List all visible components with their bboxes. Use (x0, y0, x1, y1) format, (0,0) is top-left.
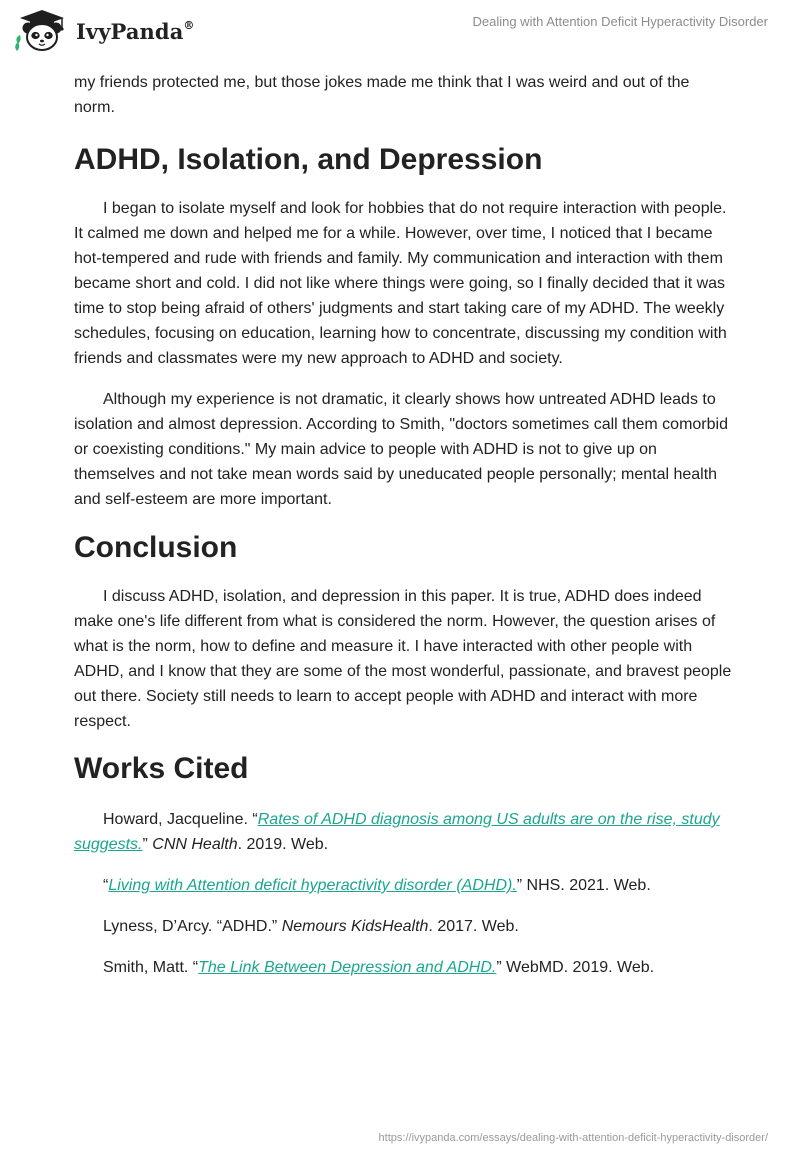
citation-text: “ (103, 877, 109, 894)
body-paragraph: Although my experience is not dramatic, it clearly shows how untreated ADHD leads to isolation and almost depression. According to Smith, "doctors sometimes call them comorbid or coexisting conditions." My main advice to people with ADHD is not to give up on themselves and not take mean words said by uneducated people personally; mental health and self-esteem are more important. (74, 391, 728, 508)
page-header (0, 0, 800, 60)
citation-text: ” WebMD. 2019. Web. (496, 959, 655, 976)
citation-link-webmd[interactable]: The Link Between Depression and ADHD. (198, 959, 497, 976)
citation-howard (74, 807, 734, 857)
brand-name: IvyPanda® (76, 18, 195, 44)
citation-link-nhs[interactable]: Living with Attention deficit hyperactivity disorder (ADHD). (108, 877, 517, 894)
citation-text: . 2019. Web. (237, 836, 329, 853)
section-heading-conclusion: Conclusion (74, 531, 238, 564)
intro-paragraph: my friends protected me, but those jokes made me think that I was weird and out of the norm. (74, 74, 690, 116)
citation-text: ” NHS. 2021. Web. (516, 877, 651, 894)
citation-link-cnn[interactable]: Rates of ADHD diagnosis among US adults are on the rise, study suggests. (74, 811, 720, 853)
section-heading-adhd-isolation: ADHD, Isolation, and Depression (74, 143, 543, 176)
body-paragraph: I began to isolate myself and look for hobbies that do not require interaction with people. It calmed me down and helped me for a while. However, over time, I noticed that I became hot-tempered and rude with friends and family. My communication and interaction with them became short and cold. I did not like where things were going, so I finally decided that it was time to stop being afraid of others' judgments and start taking care of my ADHD. The weekly schedules, focusing on education, learning how to concentrate, discussing my condition with friends and classmates were my new approach to ADHD and society. (74, 200, 727, 367)
registered-mark: ® (183, 18, 195, 32)
citation-text: Howard, Jacqueline. “ (103, 811, 258, 828)
panda-graduate-icon (12, 8, 72, 54)
citation-lyness (74, 914, 734, 939)
source-url[interactable]: https://ivypanda.com/essays/dealing-with-attention-deficit-hyperactivity-disorder/ (378, 1132, 768, 1144)
citation-text: Lyness, D’Arcy. “ADHD.” (103, 918, 282, 935)
citation-text: Smith, Matt. “ (103, 959, 199, 976)
citation-text: ” (142, 836, 153, 853)
brand-logo[interactable] (12, 8, 195, 54)
citation-source: Nemours KidsHealth (281, 918, 429, 935)
citation-text: . 2017. Web. (428, 918, 519, 935)
section-heading-works-cited: Works Cited (74, 752, 249, 785)
citation-nhs (74, 873, 734, 898)
essay-body (74, 70, 734, 980)
citation-smith (74, 955, 734, 980)
citation-source: CNN Health (152, 836, 238, 853)
conclusion-paragraph: I discuss ADHD, isolation, and depression in this paper. It is true, ADHD does indeed make one's life different from what is considered the norm. However, the question arises of what is the norm, how to define and measure it. I have interacted with other people with ADHD, and I know that they are some of the most wonderful, passionate, and bravest people out there. Society still needs to learn to accept people with ADHD and interact with more respect. (74, 588, 732, 730)
document-title: Dealing with Attention Deficit Hyperactivity Disorder (472, 14, 768, 29)
